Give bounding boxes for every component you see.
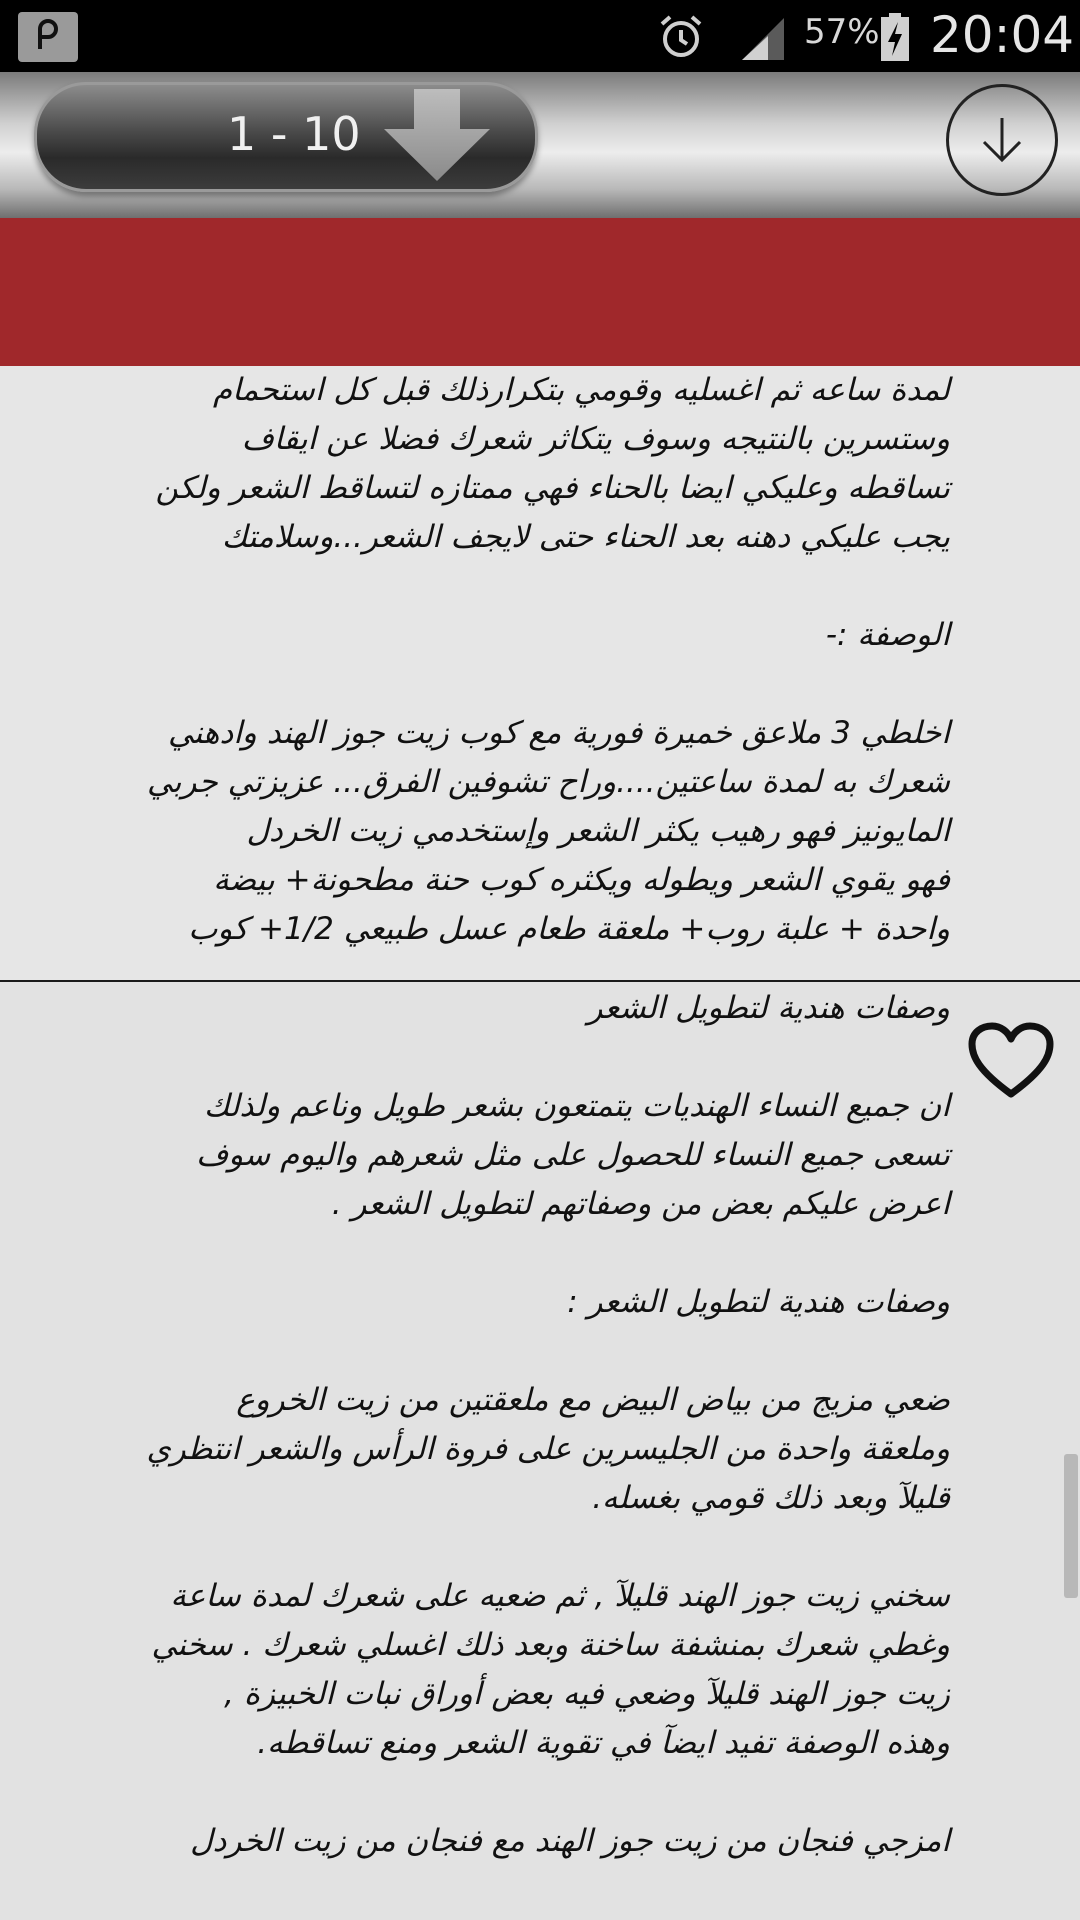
- battery-percent: 57%: [804, 12, 880, 52]
- text-line: وهذه الوصفة تفيد ايضآ في تقوية الشعر ومنع تساقطه.: [257, 1725, 950, 1761]
- spacer: [28, 562, 950, 611]
- text-line: وملعقة واحدة من الجليسرين على فروة الرأس والشعر انتظري: [146, 1431, 950, 1467]
- battery-charging-icon: [880, 12, 910, 62]
- spacer: [28, 1033, 950, 1082]
- text-line: الوصفة :-: [825, 617, 950, 653]
- text-line: واحدة + علبة روب+ ملعقة طعام عسل طبيعي 1/2+ كوب: [188, 911, 950, 947]
- text-line: اعرض عليكم بعض من وصفاتهم لتطويل الشعر .: [331, 1186, 950, 1222]
- spacer: [28, 1327, 950, 1376]
- text-line: امزجي فنجان من زيت جوز الهند مع فنجان من زيت الخردل: [190, 1823, 950, 1859]
- scrollbar[interactable]: [1064, 1454, 1078, 1598]
- range-selector-button[interactable]: [34, 82, 538, 192]
- text-line: سخني زيت جوز الهند قليلآ , ثم ضعيه على شعرك لمدة ساعة: [170, 1578, 950, 1614]
- text-line: ان جميع النساء الهنديات يتمتعون بشعر طويل وناعم ولذلك: [203, 1088, 950, 1124]
- header-banner: [0, 218, 1080, 366]
- pill-down-arrow-icon: [382, 89, 492, 183]
- alarm-icon: [656, 12, 706, 62]
- text-line: وغطي شعرك بمنشفة ساخنة وبعد ذلك اغسلي شعرك . سخني: [151, 1627, 950, 1663]
- spacer: [28, 1229, 950, 1278]
- status-bar: [0, 0, 1080, 72]
- text-line: قليلآ وبعد ذلك قومي بغسله.: [592, 1480, 950, 1516]
- text-line: اخلطي 3 ملاعق خميرة فورية مع كوب زيت جوز الهند وادهني: [167, 715, 950, 751]
- card-body: [28, 984, 950, 1866]
- text-line: زيت جوز الهند قليلآ وضعي فيه بعض أوراق نبات الخبيزة ,: [224, 1676, 950, 1712]
- toolbar: [0, 72, 1080, 218]
- range-label: 1 - 10: [227, 107, 361, 161]
- scroll-down-circle-icon: [972, 110, 1032, 170]
- text-line: وصفات هندية لتطويل الشعر :: [567, 1284, 950, 1320]
- spacer: [28, 1523, 950, 1572]
- text-line: شعرك به لمدة ساعتين....وراح تشوفين الفرق... عزيزتي جربي: [147, 764, 950, 800]
- content-list: [0, 366, 1080, 1920]
- text-line: يجب عليكي دهنه بعد الحناء حتى لايجف الشعر...وسلامتك: [221, 519, 950, 555]
- list-item[interactable]: [0, 366, 1080, 982]
- spacer: [28, 1768, 950, 1817]
- text-line: ضعي مزيج من بياض البيض مع ملعقتين من زيت الخروع: [236, 1382, 950, 1418]
- heart-outline-icon[interactable]: [968, 1022, 1054, 1100]
- scroll-down-button[interactable]: [946, 84, 1058, 196]
- text-line: تساقطه وعليكي ايضا بالحناء فهي ممتازه لتساقط الشعر ولكن: [155, 470, 950, 506]
- status-time: 20:04: [930, 6, 1075, 64]
- text-line: وستسرين بالنتيجه وسوف يتكاثر شعرك فضلا عن ايقاف: [241, 421, 950, 457]
- text-line: المايونيز فهو رهيب يكثر الشعر وإستخدمي زيت الخردل: [246, 813, 950, 849]
- text-line: تسعى جميع النساء للحصول على مثل شعرهم واليوم سوف: [196, 1137, 950, 1173]
- card-title: وصفات هندية لتطويل الشعر: [587, 990, 950, 1026]
- card-body: [28, 366, 950, 954]
- app-notification-icon: [18, 12, 78, 62]
- text-line: لمدة ساعه ثم اغسليه وقومي بتكرارذلك قبل كل استحمام: [212, 372, 950, 408]
- signal-icon: [738, 14, 788, 62]
- text-line: فهو يقوي الشعر ويطوله ويكثره كوب حنة مطحونة+ بيضة: [213, 862, 950, 898]
- spacer: [28, 660, 950, 709]
- list-item[interactable]: [0, 982, 1080, 1920]
